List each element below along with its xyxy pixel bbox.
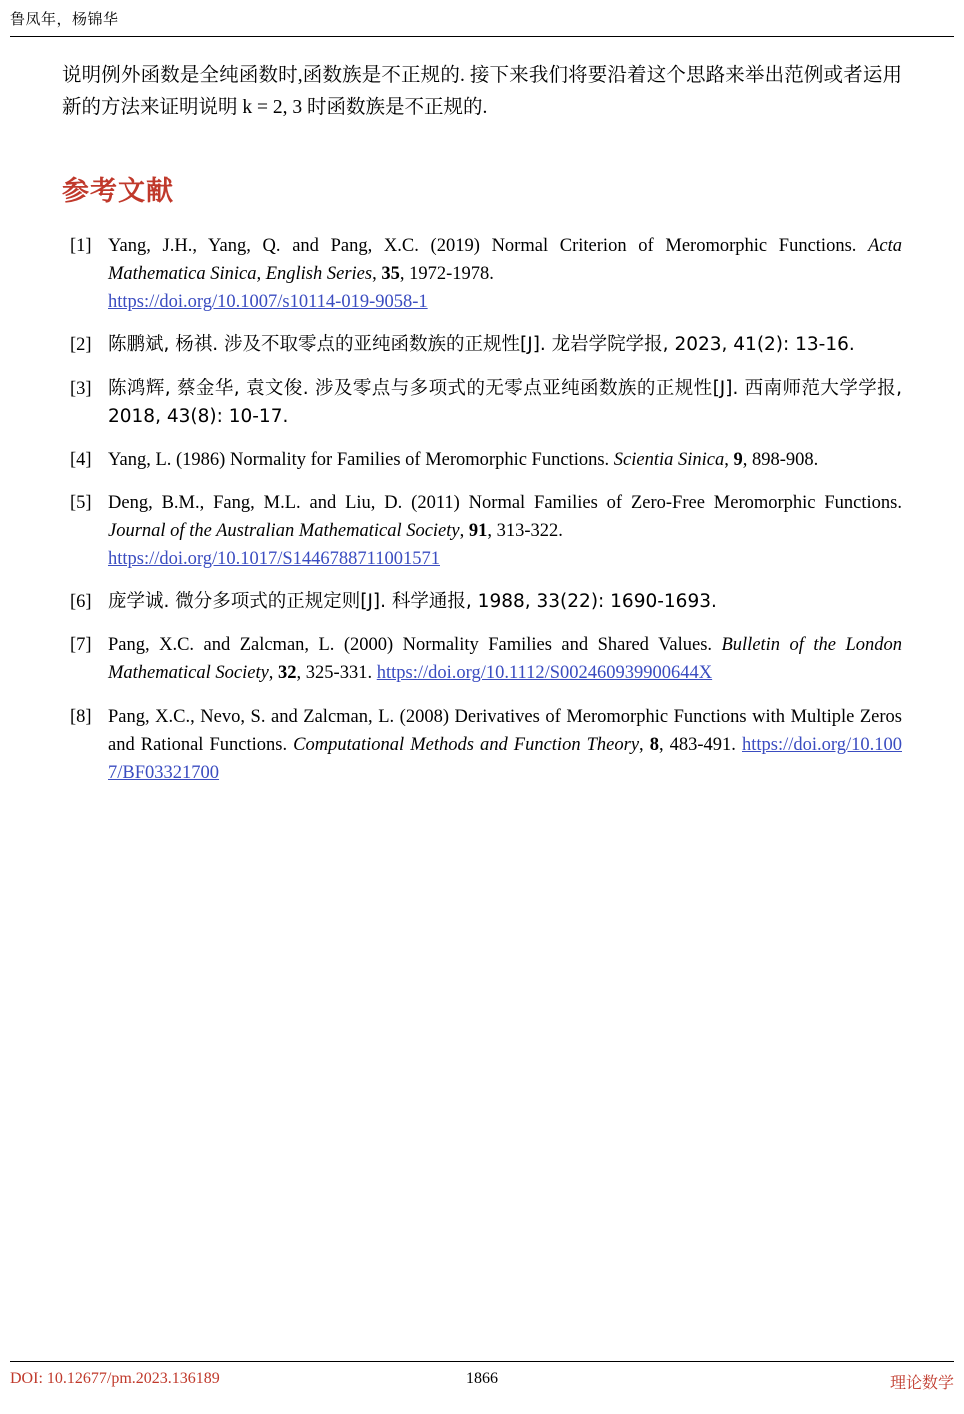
reference-number: [5]	[70, 492, 92, 513]
reference-tail: , 1972-1978.	[399, 264, 494, 285]
reference-volume: 91	[468, 521, 488, 542]
list-item	[62, 375, 902, 431]
reference-text: Yang, L. (1986) Normality for Families of Meromorphic Functions.	[108, 449, 614, 470]
reference-number: [4]	[70, 449, 92, 470]
reference-text: Yang, J.H., Yang, Q. and Pang, X.C. (2019) Normal Criterion of Meromorphic Functions.	[108, 236, 869, 257]
list-item	[62, 631, 902, 687]
footer-page-number: 1866	[466, 1370, 498, 1387]
list-item	[62, 489, 902, 573]
list-item	[62, 588, 902, 616]
header-divider	[10, 36, 954, 37]
reference-number: [7]	[70, 635, 92, 656]
page-content	[62, 60, 902, 802]
reference-sep: ,	[459, 521, 469, 542]
reference-source: Scientia Sinica	[613, 449, 725, 470]
footer-doi[interactable]: DOI: 10.12677/pm.2023.136189	[10, 1370, 220, 1387]
list-item	[62, 446, 902, 474]
reference-text: Pang, X.C. and Zalcman, L. (2000) Normality Families and Shared Values.	[108, 635, 722, 656]
running-head: 鲁凤年，杨锦华	[10, 10, 119, 28]
reference-doi-link[interactable]: https://doi.org/10.1007/s10114-019-9058-1	[108, 292, 428, 313]
reference-tail: , 313-322.	[487, 521, 563, 542]
reference-text: 陈鸿辉, 蔡金华, 袁文俊. 涉及零点与多项式的无零点亚纯函数族的正规性[J]. 西南师范大学学报, 2018, 43(8): 10-17.	[108, 377, 902, 427]
reference-number: [8]	[70, 706, 92, 727]
reference-volume: 32	[278, 663, 297, 684]
reference-tail: , 898-908.	[742, 449, 819, 470]
list-item	[62, 703, 902, 787]
reference-text: 陈鹏斌, 杨祺. 涉及不取零点的亚纯函数族的正规性[J]. 龙岩学院学报, 2023, 41(2): 13-16.	[108, 334, 855, 356]
reference-source: Bulletin of the London Mathematical Society	[108, 635, 902, 684]
reference-sep: ,	[639, 734, 650, 755]
reference-source: Acta Mathematica Sinica, English Series	[108, 236, 902, 285]
reference-number: [3]	[70, 378, 92, 399]
reference-volume: 9	[733, 449, 743, 470]
reference-doi-link[interactable]: https://doi.org/10.1007/BF03321700	[108, 734, 902, 783]
references-list	[62, 232, 902, 787]
reference-sep: ,	[724, 449, 734, 470]
reference-doi-link[interactable]: https://doi.org/10.1017/S1446788711001571	[108, 549, 440, 570]
reference-volume: 8	[649, 734, 659, 755]
reference-source: Computational Methods and Function Theory	[293, 734, 640, 755]
reference-text: Pang, X.C., Nevo, S. and Zalcman, L. (2008) Derivatives of Meromorphic Functions with Multiple Zeros and Rational Functions.	[108, 706, 902, 755]
footer-journal: 理论数学	[889, 1373, 954, 1392]
reference-tail: , 325-331.	[296, 663, 377, 684]
reference-number: [2]	[70, 335, 92, 356]
reference-source: Journal of the Australian Mathematical Society	[108, 521, 460, 542]
reference-doi-link[interactable]: https://doi.org/10.1112/S002460939900644X	[376, 663, 713, 684]
reference-sep: ,	[268, 663, 279, 684]
body-paragraph: 说明例外函数是全纯函数时,函数族是不正规的. 接下来我们将要沿着这个思路来举出范例或者运用新的方法来证明说明 k = 2, 3 时函数族是不正规的.	[62, 65, 902, 118]
reference-number: [1]	[70, 236, 92, 257]
reference-sep: ,	[372, 264, 382, 285]
page-footer	[10, 1370, 954, 1398]
footer-divider	[10, 1361, 954, 1362]
references-heading: 参考文献	[62, 176, 174, 208]
reference-number: [6]	[70, 592, 92, 613]
reference-text: 庞学诚. 微分多项式的正规定则[J]. 科学通报, 1988, 33(22): 1690-1693.	[108, 591, 717, 613]
reference-volume: 35	[381, 264, 400, 285]
reference-text: Deng, B.M., Fang, M.L. and Liu, D. (2011) Normal Families of Zero-Free Meromorphic Functions.	[108, 492, 902, 513]
list-item	[62, 331, 902, 359]
list-item	[62, 232, 902, 316]
reference-tail: , 483-491.	[658, 734, 742, 755]
